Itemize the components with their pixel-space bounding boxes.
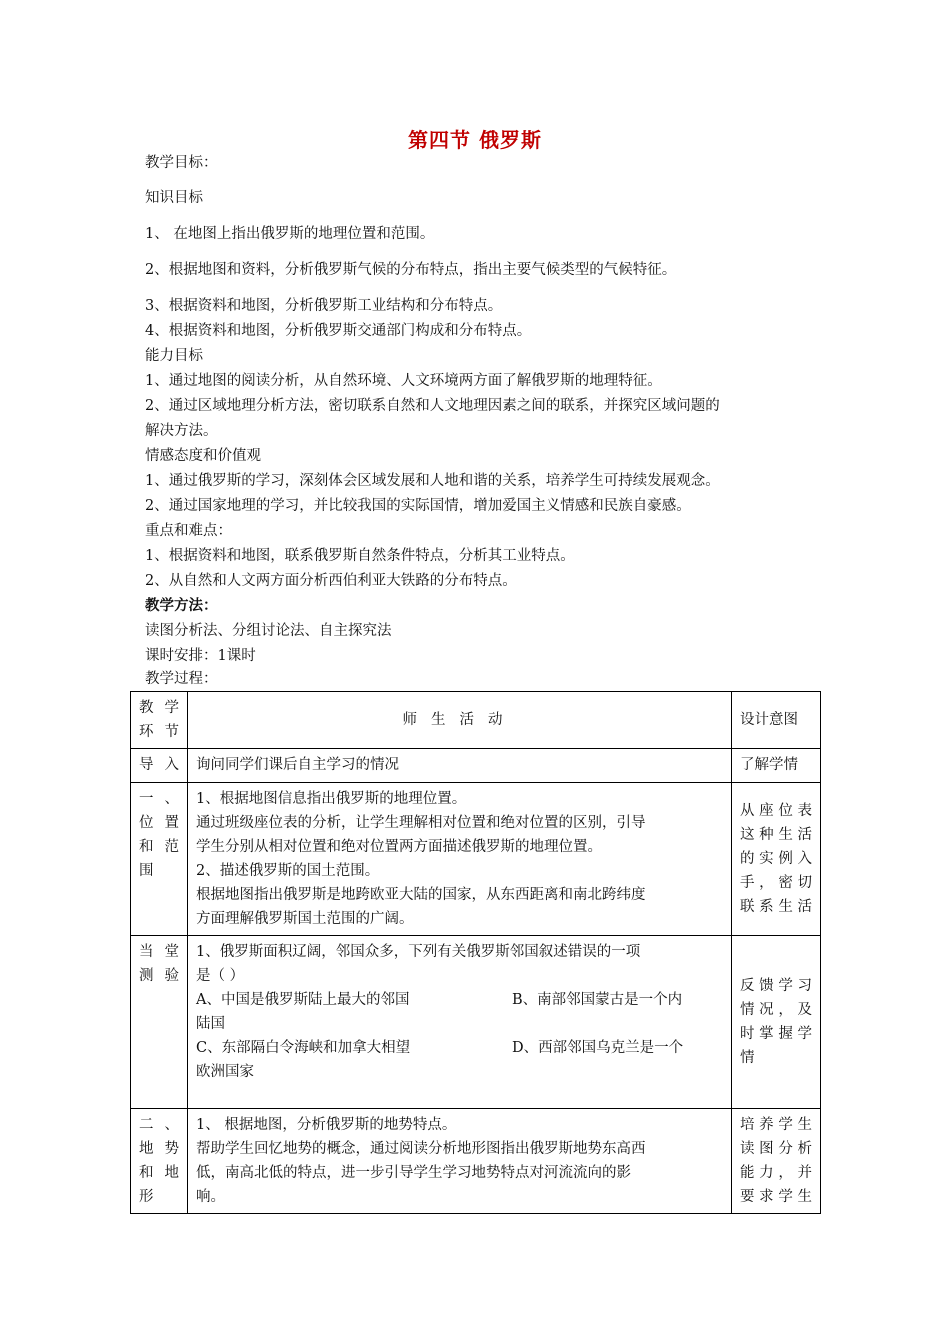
header-stage — [131, 692, 188, 749]
activity-line: 通过班级座位表的分析，让学生理解相对位置和绝对位置的区别，引导 — [196, 815, 646, 831]
intent-line: 手，密切 — [740, 875, 812, 891]
emotion-item-2: 2、通过国家地理的学习，并比较我国的实际国情，增加爱国主义情感和民族自豪感。 — [145, 498, 691, 514]
stage-line: 位置 — [139, 815, 179, 831]
intent-line: 情 — [740, 1050, 755, 1066]
ability-heading: 能力目标 — [145, 348, 203, 364]
quiz-option-c: C、东部隔白令海峡和加拿大相望 — [196, 1040, 411, 1056]
key-point-1: 1、根据资料和地图，联系俄罗斯自然条件特点，分析其工业特点。 — [145, 548, 575, 564]
stage-line: 二、 — [139, 1117, 179, 1133]
stage-line: 形 — [139, 1189, 154, 1205]
intent-line: 这种生活 — [740, 827, 812, 843]
objectives-heading: 教学目标： — [145, 155, 218, 171]
quiz-options-cd — [196, 1036, 723, 1060]
stage-line: 地势 — [139, 1141, 179, 1157]
emotion-heading: 情感态度和价值观 — [145, 448, 261, 464]
knowledge-item-3: 3、根据资料和地图，分析俄罗斯工业结构和分布特点。 — [145, 298, 503, 314]
knowledge-item-1: 1、 在地图上指出俄罗斯的地理位置和范围。 — [145, 226, 435, 242]
table-row — [131, 783, 821, 936]
quiz-question: 1、俄罗斯面积辽阔，邻国众多，下列有关俄罗斯邻国叙述错误的一项 — [196, 944, 641, 960]
ability-item-2-cont: 解决方法。 — [145, 423, 218, 439]
activity-line: 学生分别从相对位置和绝对位置两方面描述俄罗斯的地理位置。 — [196, 839, 602, 855]
hours-text: 课时安排：1课时 — [145, 648, 256, 664]
stage-line: 测验 — [139, 968, 179, 984]
quiz-option-b: B、南部邻国蒙古是一个内 — [512, 992, 683, 1008]
intent-line: 的实例入 — [740, 851, 812, 867]
activity-line: 1、根据地图信息指出俄罗斯的地理位置。 — [196, 791, 467, 807]
intent-line: 培养学生 — [740, 1117, 812, 1133]
stage-line: 和范 — [139, 839, 179, 855]
key-point-2: 2、从自然和人文两方面分析西伯利亚大铁路的分布特点。 — [145, 573, 517, 589]
emotion-item-1: 1、通过俄罗斯的学习，深刻体会区域发展和人地和谐的关系，培养学生可持续发展观念。 — [145, 473, 720, 489]
activity-line: 2、描述俄罗斯的国土范围。 — [196, 863, 380, 879]
intent-line: 读图分析 — [740, 1141, 812, 1157]
header-stage-line-1: 教学 — [139, 700, 179, 716]
stage-line: 当堂 — [139, 944, 179, 960]
intent-line: 情况，及 — [740, 1002, 812, 1018]
method-heading: 教学方法： — [145, 598, 218, 614]
intent-line: 时掌握学 — [740, 1026, 812, 1042]
activity-line: 响。 — [196, 1189, 225, 1205]
row-terrain-stage — [131, 1109, 188, 1214]
knowledge-item-2: 2、根据地图和资料，分析俄罗斯气候的分布特点，指出主要气候类型的气候特征。 — [145, 262, 677, 278]
knowledge-item-4: 4、根据资料和地图，分析俄罗斯交通部门构成和分布特点。 — [145, 323, 532, 339]
method-text: 读图分析法、分组讨论法、自主探究法 — [145, 623, 392, 639]
row-quiz-activity — [188, 936, 732, 1109]
page-title: 第四节 俄罗斯 — [408, 128, 542, 152]
table-row — [131, 936, 821, 1109]
activity-line: 帮助学生回忆地势的概念，通过阅读分析地形图指出俄罗斯地势东高西 — [196, 1141, 646, 1157]
intent-line: 能力，并 — [740, 1165, 812, 1181]
activity-line: 根据地图指出俄罗斯是地跨欧亚大陆的国家，从东西距离和南北跨纬度 — [196, 887, 646, 903]
quiz-option-a: A、中国是俄罗斯陆上最大的邻国 — [196, 992, 410, 1008]
row-location-stage — [131, 783, 188, 936]
stage-line: 和地 — [139, 1165, 179, 1181]
quiz-question-cont: 是（ ） — [196, 968, 245, 984]
key-points-heading: 重点和难点： — [145, 523, 232, 539]
knowledge-heading: 知识目标 — [145, 190, 203, 206]
table-header-row — [131, 692, 821, 749]
row-location-intent — [732, 783, 821, 936]
row-intro-activity: 询问同学们课后自主学习的情况 — [188, 749, 732, 783]
intent-line: 从座位表 — [740, 803, 812, 819]
intent-line: 联系生活 — [740, 899, 812, 915]
row-quiz-intent — [732, 936, 821, 1109]
header-activity: 师生活动 — [188, 692, 732, 749]
row-quiz-stage — [131, 936, 188, 1109]
intent-line: 要求学生 — [740, 1189, 812, 1205]
row-terrain-activity — [188, 1109, 732, 1214]
teaching-process-table — [130, 691, 821, 1214]
ability-item-2: 2、通过区域地理分析方法，密切联系自然和人文地理因素之间的联系，并探究区域问题的 — [145, 398, 720, 414]
activity-line: 低，南高北低的特点，进一步引导学生学习地势特点对河流流向的影 — [196, 1165, 631, 1181]
table-row — [131, 749, 821, 783]
stage-line: 一、 — [139, 791, 179, 807]
ability-item-1: 1、通过地图的阅读分析，从自然环境、人文环境两方面了解俄罗斯的地理特征。 — [145, 373, 662, 389]
row-location-activity — [188, 783, 732, 936]
activity-line: 方面理解俄罗斯国土范围的广阔。 — [196, 911, 414, 927]
quiz-option-b-cont: 陆国 — [196, 1016, 225, 1032]
row-intro-stage: 导入 — [131, 749, 188, 783]
stage-line: 围 — [139, 863, 154, 879]
row-intro-intent: 了解学情 — [732, 749, 821, 783]
quiz-options-ab — [196, 988, 723, 1012]
table-row — [131, 1109, 821, 1214]
header-stage-line-2: 环节 — [139, 724, 179, 740]
quiz-option-d-cont: 欧洲国家 — [196, 1064, 254, 1080]
header-intent: 设计意图 — [732, 692, 821, 749]
process-heading: 教学过程： — [145, 671, 218, 687]
quiz-option-d: D、西部邻国乌克兰是一个 — [512, 1040, 684, 1056]
intent-line: 反馈学习 — [740, 978, 812, 994]
row-terrain-intent — [732, 1109, 821, 1214]
activity-line: 1、 根据地图，分析俄罗斯的地势特点。 — [196, 1117, 457, 1133]
